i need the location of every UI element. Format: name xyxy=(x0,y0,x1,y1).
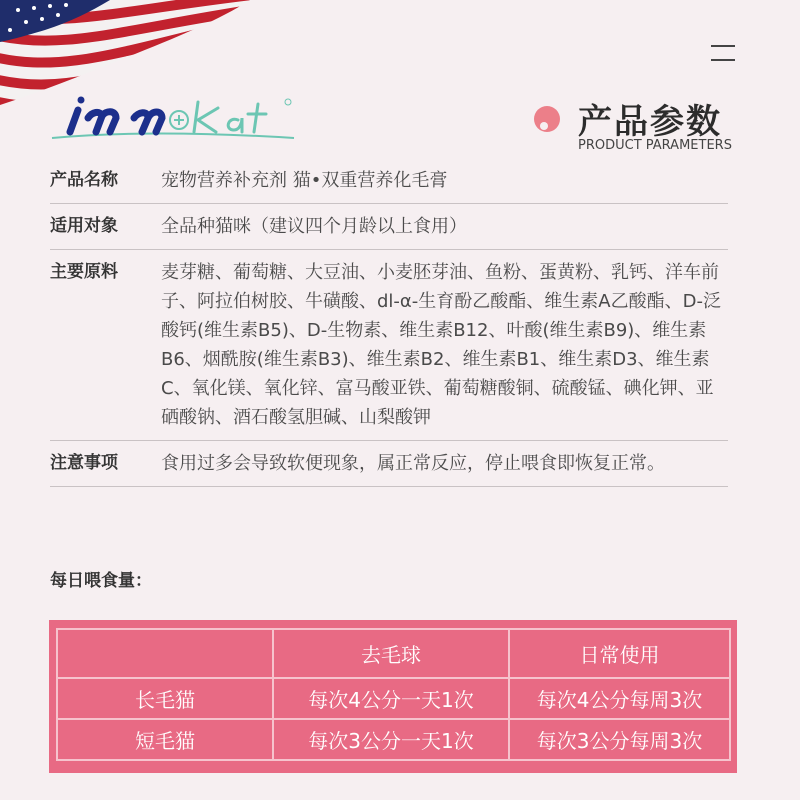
section-title: 产品参数 xyxy=(578,102,722,142)
table-cell: 每次4公分每周3次 xyxy=(509,678,730,719)
param-value: 食用过多会导致软便现象，属正常反应，停止喂食即恢复正常。 xyxy=(161,453,665,474)
table-cell: 每次3公分每周3次 xyxy=(509,719,730,760)
param-row-ingredients xyxy=(50,250,728,441)
feeding-table xyxy=(56,628,731,761)
param-value: 麦芽糖、葡萄糖、大豆油、小麦胚芽油、鱼粉、蛋黄粉、乳钙、洋车前子、阿拉伯树胶、牛磺酸、dl-α-生育酚乙酸酯、维生素A乙酸酯、D-泛酸钙(维生素B5)、D-生物素、维生素B12、叶酸(维生素B9)、维生素B6、烟酰胺(维生素B3)、维生素B2、维生素B1、维生素D3、维生素C、氧化镁、氧化锌、富马酸亚铁、葡萄糖酸铜、硫酸锰、碘化钾、亚硒酸钠、酒石酸氢胆碱、山梨酸钾 xyxy=(161,262,721,428)
param-value: 全品种猫咪（建议四个月龄以上食用） xyxy=(161,216,467,237)
param-value: 宠物营养补充剂 猫•双重营养化毛膏 xyxy=(161,170,448,191)
table-cell: 长毛猫 xyxy=(57,678,273,719)
section-subtitle: PRODUCT PARAMETERS xyxy=(578,138,732,153)
feeding-title: 每日喂食量： xyxy=(50,571,152,591)
table-cell: 短毛猫 xyxy=(57,719,273,760)
table-header-row xyxy=(57,629,730,678)
brand-logo xyxy=(48,88,298,148)
section-header xyxy=(534,92,744,162)
menu-icon[interactable] xyxy=(711,45,735,61)
param-label: 适用对象 xyxy=(50,216,118,236)
table-header-cell: 去毛球 xyxy=(273,629,509,678)
param-label: 产品名称 xyxy=(50,170,118,190)
param-row-notes xyxy=(50,441,728,487)
parameter-list xyxy=(50,158,728,487)
param-row-target xyxy=(50,204,728,250)
param-label: 注意事项 xyxy=(50,453,118,473)
param-row-name xyxy=(50,158,728,204)
feeding-table-panel xyxy=(49,620,737,773)
table-header-cell: 日常使用 xyxy=(509,629,730,678)
table-header-cell xyxy=(57,629,273,678)
table-cell: 每次4公分一天1次 xyxy=(273,678,509,719)
table-row xyxy=(57,678,730,719)
table-cell: 每次3公分一天1次 xyxy=(273,719,509,760)
param-label: 主要原料 xyxy=(50,262,118,282)
table-row xyxy=(57,719,730,760)
